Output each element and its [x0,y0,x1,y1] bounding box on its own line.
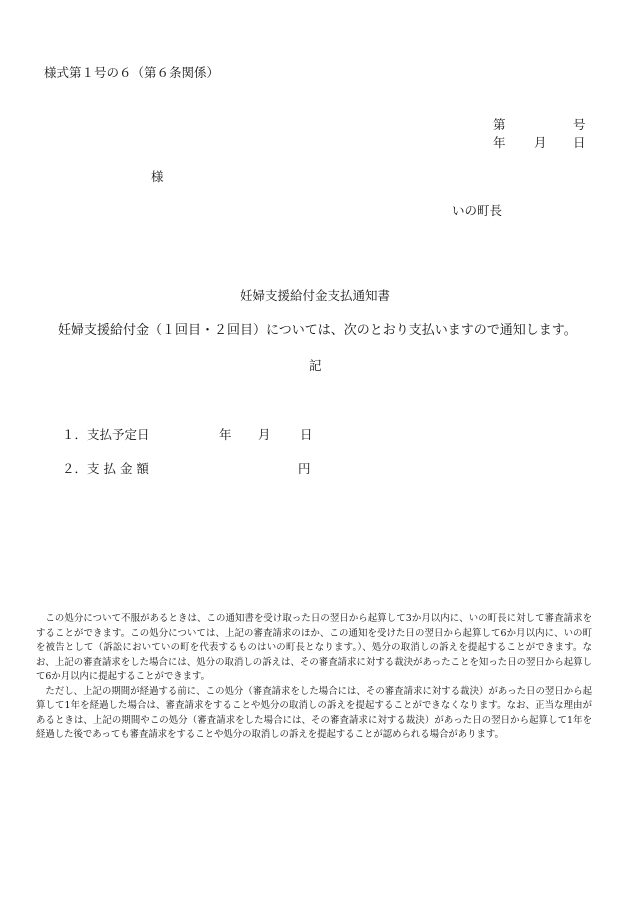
payment-date-label: １．支払予定日 [62,427,150,442]
amount-unit: 円 [298,461,311,476]
payment-date-year: 年 [219,427,232,442]
form-number: 様式第１号の６（第６条関係） [44,65,220,80]
date-month: 月 [534,135,547,150]
payment-date-day: 日 [300,427,313,442]
ki-label: 記 [309,358,322,373]
doc-number-suffix: 号 [573,117,586,132]
issuer: いの町長 [452,203,503,218]
payment-date-month: 月 [258,427,271,442]
doc-number-prefix: 第 [493,117,506,132]
date-day: 日 [573,135,586,150]
document-title: 妊婦支援給付金支払通知書 [239,288,390,303]
appeal-notice [36,612,592,743]
amount-label: ２．支 払 金 額 [62,461,149,476]
date-year: 年 [493,135,506,150]
appeal-notice-paragraph-2: ただし、上記の期間が経過する前に、この処分（審査請求をした場合には、その審査請求に対する裁決）があった日の翌日から起算して1年を経過した場合は、審査請求をすることや処分の取消しの訴えを提起することができなくなります。なお、正当な理由があるときは、上記の期間やこの処分（審査請求をした場合には、その審査請求に対する裁決）があった日の翌日から起算して1年を経過した後であっても審査請求をすることや処分の取消しの訴えを提起することが認められる場合があります。 [36,685,592,740]
appeal-notice-paragraph-1: この処分について不服があるときは、この通知書を受け取った日の翌日から起算して3か月以内に、いの町長に対して審査請求をすることができます。この処分については、上記の審査請求のほか、この通知を受けた日の翌日から起算して6か月以内に、いの町を被告として（訴訟においていの町を代表するものはいの町長となります。）、処分の取消しの訴えを提起することができます。なお、上記の審査請求をした場合には、処分の取消しの訴えは、その審査請求に対する裁決があったことを知った日の翌日から起算して6か月以内に提起することができます。 [36,613,592,682]
recipient-suffix: 様 [151,169,164,184]
body-text: 妊婦支援給付金（１回目・２回目）については、次のとおり支払いますので通知します。 [58,323,577,338]
